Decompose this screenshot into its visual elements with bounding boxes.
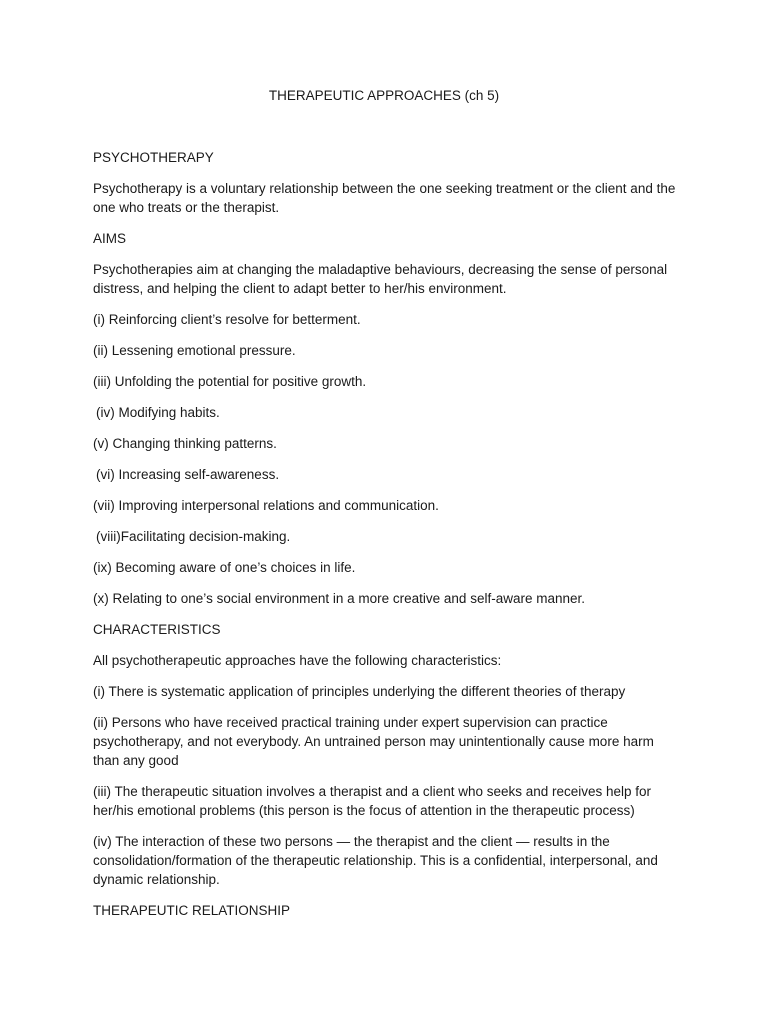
characteristic-item: (ii) Persons who have received practical training under expert supervision can practice psychotherapy, and not everybody. An untrained person may unintentionally cause more harm than any good [93, 715, 654, 768]
characteristic-item: (i) There is systematic application of principles underlying the different theories of therapy [93, 684, 626, 699]
aim-item: (iv) Modifying habits. [96, 405, 220, 420]
aim-item: (v) Changing thinking patterns. [93, 436, 277, 451]
heading-therapeutic-relationship: THERAPEUTIC RELATIONSHIP [93, 903, 291, 918]
aim-item: (viii)Facilitating decision-making. [96, 529, 291, 544]
aim-item: (i) Reinforcing client’s resolve for betterment. [93, 312, 361, 327]
page-title: THERAPEUTIC APPROACHES (ch 5) [268, 88, 500, 103]
characteristic-item: (iii) The therapeutic situation involves a therapist and a client who seeks and receives help for her/his emotional problems (this person is the focus of attention in the therapeutic process) [93, 784, 652, 818]
aim-item: (vii) Improving interpersonal relations and communication. [93, 498, 439, 513]
aim-item: (x) Relating to one’s social environment in a more creative and self-aware manner. [93, 591, 585, 606]
psychotherapy-definition: Psychotherapy is a voluntary relationship between the one seeking treatment or the client and the one who treats or the therapist. [93, 181, 676, 215]
heading-characteristics: CHARACTERISTICS [93, 622, 221, 637]
characteristics-intro: All psychotherapeutic approaches have the following characteristics: [93, 653, 502, 668]
aim-item: (vi) Increasing self-awareness. [96, 467, 280, 482]
heading-aims: AIMS [93, 231, 127, 246]
heading-psychotherapy: PSYCHOTHERAPY [93, 150, 214, 165]
aim-item: (ii) Lessening emotional pressure. [93, 343, 296, 358]
aims-intro: Psychotherapies aim at changing the maladaptive behaviours, decreasing the sense of personal distress, and helping the client to adapt better to her/his environment. [93, 262, 668, 296]
aim-item: (ix) Becoming aware of one’s choices in life. [93, 560, 356, 575]
characteristic-item: (iv) The interaction of these two persons — the therapist and the client — results in the consolidation/formation of the therapeutic relationship. This is a confidential, interpersonal, and dynamic relationship. [93, 834, 658, 887]
aim-item: (iii) Unfolding the potential for positive growth. [93, 374, 367, 389]
document-body [93, 148, 683, 932]
